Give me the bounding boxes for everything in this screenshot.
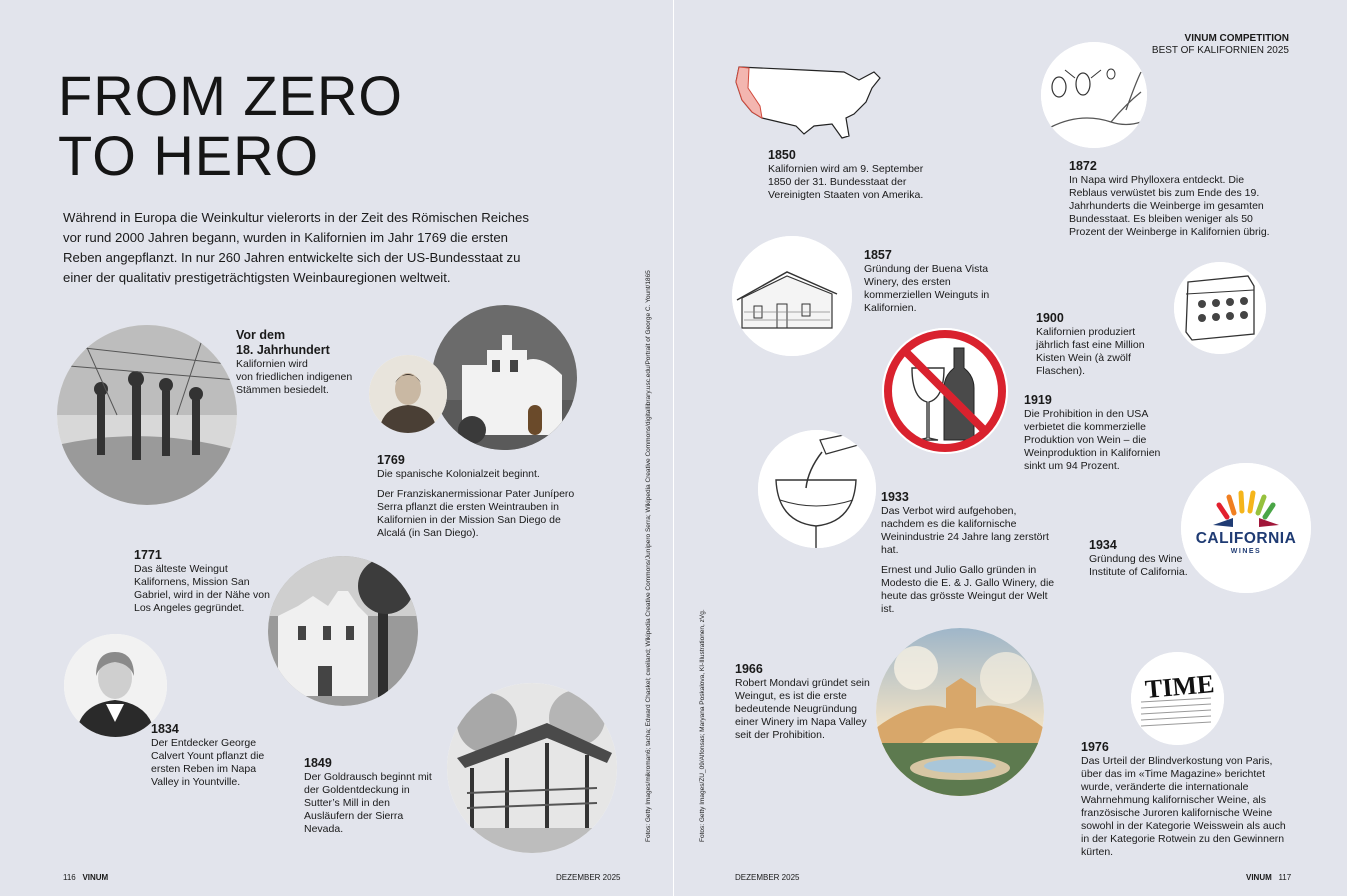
entry-pre-18th-century bbox=[236, 328, 371, 397]
entry-year: 1900 bbox=[1036, 311, 1064, 325]
sutters-mill-image bbox=[447, 683, 617, 853]
entry-text: Das Verbot wird aufgehoben, nachdem es die kalifornische Weinindustrie 24 Jahre lang zerstört hat. bbox=[881, 505, 1049, 556]
competition-header bbox=[1152, 33, 1289, 57]
left-page bbox=[0, 0, 673, 896]
wine-pouring-illustration bbox=[758, 430, 876, 548]
indigenous-engraving-image bbox=[57, 325, 237, 505]
entry-year: 1919 bbox=[1024, 393, 1052, 407]
photo-credit: Fotos: Getty Images/mikroman6; tacha; Edward Chaskel; cweiland; Wikipedia Creative Commons/Junípero Serra; Wikipedia Creative Commons/digitallibrary.usc.edu/Portrait of George C. Yount/1865 bbox=[645, 270, 652, 842]
logo-wordmark: CALIFORNIA bbox=[1195, 530, 1297, 547]
time-magazine-image bbox=[1131, 652, 1224, 745]
prohibition-sign-image bbox=[882, 328, 1008, 454]
entry-1976 bbox=[1081, 740, 1291, 859]
wine-crate-illustration bbox=[1174, 262, 1266, 354]
entry-text: Der Goldrausch beginnt mit der Goldentdeckung in Sutter’s Mill in den Ausläufern der Sierra Nevada. bbox=[304, 771, 432, 835]
entry-text: Die Prohibition in den USA verbietet die kommerzielle Produktion von Wein – die Weinproduktion in Kalifornien sinkt um 94 Prozent. bbox=[1024, 408, 1161, 472]
entry-1934 bbox=[1089, 538, 1204, 579]
folio-date: DEZEMBER 2025 bbox=[556, 873, 621, 882]
page-number: 116 bbox=[63, 873, 76, 882]
entry-1850 bbox=[768, 148, 943, 202]
entry-year: 1934 bbox=[1089, 538, 1117, 552]
entry-year: 1872 bbox=[1069, 159, 1097, 173]
entry-1966 bbox=[735, 662, 870, 742]
phylloxera-illustration bbox=[1041, 42, 1147, 148]
entry-year: 1933 bbox=[881, 490, 909, 504]
entry-1933 bbox=[881, 490, 1056, 616]
robert-mondavi-winery-image bbox=[876, 628, 1044, 796]
mission-san-diego-image bbox=[432, 305, 577, 450]
competition-brand: VINUM COMPETITION bbox=[1184, 33, 1289, 44]
entry-1919 bbox=[1024, 393, 1176, 473]
entry-1834 bbox=[151, 722, 276, 789]
magazine-name: VINUM bbox=[1246, 873, 1272, 882]
entry-text: Das Urteil der Blindverkostung von Paris, über das im «Time Magazine» berichtet wurde, veränderte die internationale Wahrnehmung kalifornischer Weine, als französische Juroren kalifornische Weine sowohl in der Kategorie Weisswein als auch in der Kategorie Rotwein zu den Gewinnern kürten. bbox=[1081, 755, 1286, 858]
entry-year: 1850 bbox=[768, 148, 796, 162]
competition-subtitle: BEST OF KALIFORNIEN 2025 bbox=[1151, 45, 1289, 56]
entry-1769 bbox=[377, 453, 577, 540]
folio-date: DEZEMBER 2025 bbox=[735, 873, 800, 882]
entry-text: Kalifornien produziert jährlich fast eine Million Kisten Wein (à zwölf Flaschen). bbox=[1036, 326, 1145, 377]
entry-1849 bbox=[304, 756, 439, 836]
entry-text: Kalifornien wird am 9. September 1850 der 31. Bundesstaat der Vereinigten Staaten von Amerika. bbox=[768, 163, 924, 201]
entry-text: Gründung des Wine Institute of California. bbox=[1089, 553, 1188, 578]
entry-year: 1966 bbox=[735, 662, 763, 676]
entry-text: Kalifornien wird von friedlichen indigenen Stämmen besiedelt. bbox=[236, 358, 353, 396]
entry-year: 1976 bbox=[1081, 740, 1109, 754]
page-number: 117 bbox=[1278, 873, 1292, 882]
magazine-name: VINUM bbox=[82, 873, 109, 882]
entry-1857 bbox=[864, 248, 994, 315]
entry-1771 bbox=[134, 548, 274, 615]
entry-text: Die spanische Kolonialzeit beginnt. bbox=[377, 468, 540, 480]
right-page bbox=[674, 0, 1347, 896]
entry-1872 bbox=[1069, 159, 1274, 239]
buena-vista-winery-illustration bbox=[732, 236, 852, 356]
photo-credit: Fotos: Getty Images/ZU_09/Alfonsas; Maryana Poskalova, KI-Illustrationen, zVg. bbox=[699, 609, 706, 842]
time-masthead: TIME bbox=[1143, 669, 1216, 704]
entry-text: Gründung der Buena Vista Winery, des ersten kommerziellen Weinguts in Kalifornien. bbox=[864, 263, 990, 314]
entry-year: Vor dem 18. Jahrhundert bbox=[236, 328, 330, 357]
usa-map-image bbox=[734, 62, 882, 142]
entry-year: 1849 bbox=[304, 756, 332, 770]
entry-text: Der Entdecker George Calvert Yount pflanzt die ersten Reben im Napa Valley in Yountville. bbox=[151, 737, 265, 788]
entry-text: Das älteste Weingut Kalifornens, Mission San Gabriel, wird in der Nähe von Los Angeles gegründet. bbox=[134, 563, 270, 614]
folio-right bbox=[1246, 873, 1291, 882]
page-title: FROM ZERO TO HERO bbox=[58, 64, 403, 187]
entry-year: 1771 bbox=[134, 548, 162, 562]
junipero-serra-portrait bbox=[369, 355, 447, 433]
intro-text: Während in Europa die Weinkultur vielerorts in der Zeit des Römischen Reiches vor rund 2000 Jahren begann, wurden in Kalifornien im Jahr 1769 die ersten Reben angepflanzt. In nur 260 Jahren entwickelte sich der US-Bundesstaat zu einer der qualitativ prestigeträchtigsten Weinbauregionen weltweit. bbox=[63, 210, 529, 285]
entry-year: 1769 bbox=[377, 453, 405, 467]
entry-text-2: Der Franziskanermissionar Pater Junípero Serra pflanzt die ersten Weintrauben in Kalifornien in der Mission San Diego de Alcalá (in San Diego). bbox=[377, 488, 575, 539]
entry-text: Robert Mondavi gründet sein Weingut, es ist die erste bedeutende Neugründung einer Winery im Napa Valley seit der Prohibition. bbox=[735, 677, 870, 741]
mission-san-gabriel-image bbox=[268, 556, 418, 706]
entry-year: 1857 bbox=[864, 248, 892, 262]
entry-text: In Napa wird Phylloxera entdeckt. Die Reblaus verwüstet bis zum Ende des 19. Jahrhunderts die Weinberge im gesamten Bundesstaat. Es bleiben weniger als 50 Prozent der Weinberge in Kalifornien übrig. bbox=[1069, 174, 1270, 238]
folio-left bbox=[63, 873, 108, 882]
logo-subtitle: WINES bbox=[1230, 548, 1262, 555]
entry-year: 1834 bbox=[151, 722, 179, 736]
entry-text-2: Ernest und Julio Gallo gründen in Modesto die E. & J. Gallo Winery, die heute das grösste Weingut der Welt ist. bbox=[881, 564, 1055, 615]
entry-1900 bbox=[1036, 311, 1148, 378]
